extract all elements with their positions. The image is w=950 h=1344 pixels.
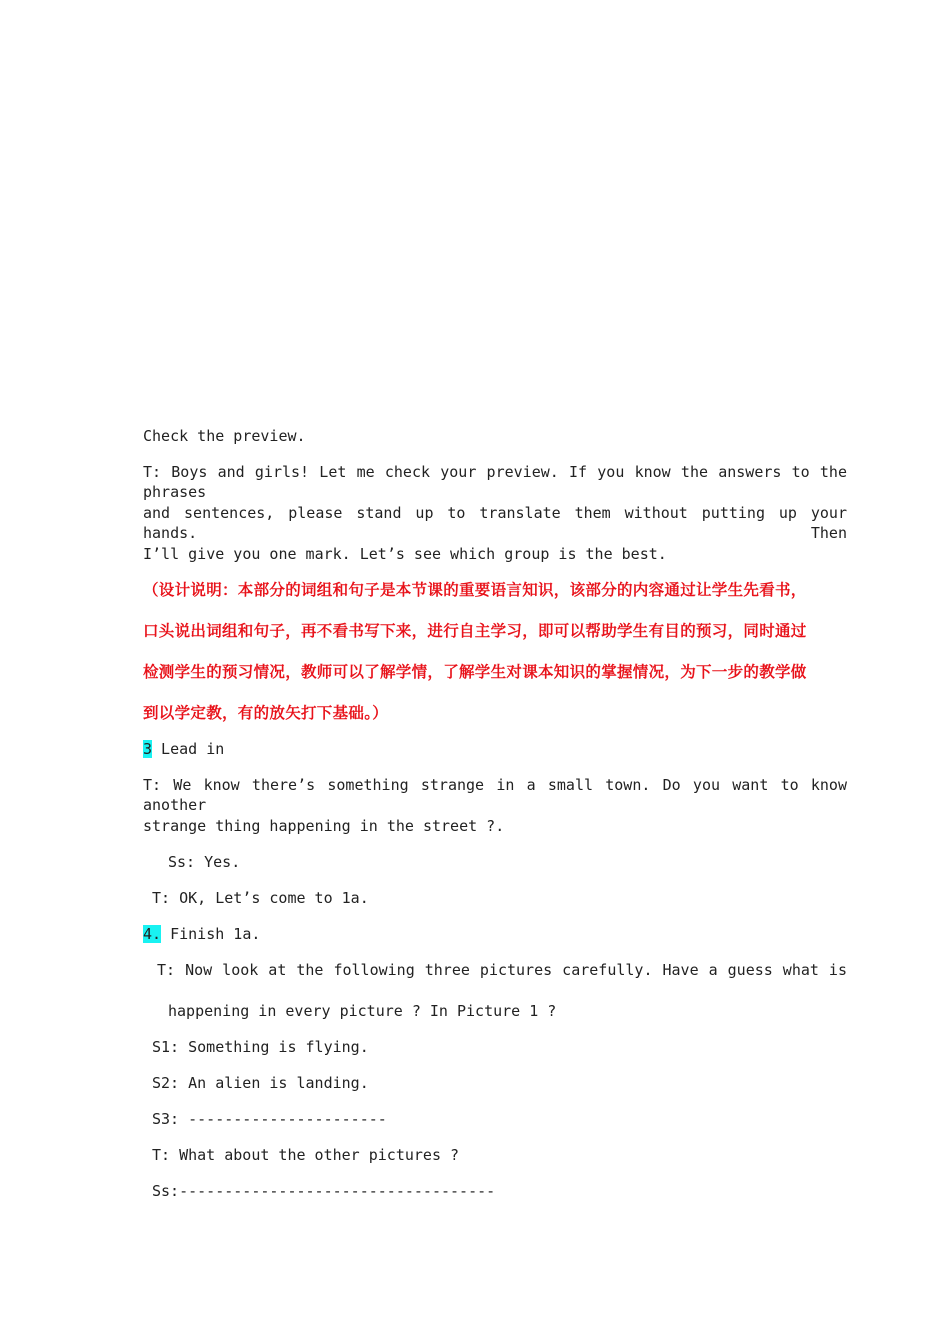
teacher-ok-line: T: OK, Let’s come to 1a. xyxy=(152,889,369,907)
step-4-number: 4. xyxy=(143,925,162,943)
student-1-line: S1: Something is flying. xyxy=(152,1038,369,1056)
teacher-line-2b: strange thing happening in the street ?. xyxy=(143,817,505,835)
design-note-line-2: 口头说出词组和句子，再不看书写下来，进行自主学习，即可以帮助学生有目的预习，同时通过 xyxy=(143,622,807,640)
teacher-line-1a: T: Boys and girls! Let me check your preview. If you know the answers to the phrases xyxy=(143,463,847,501)
step-3-title: Lead in xyxy=(152,740,225,758)
step-4-heading xyxy=(143,924,260,944)
teacher-line-3a: T: Now look at the following three pictures carefully. Have a guess what is xyxy=(157,961,847,979)
design-note-line-1: （设计说明：本部分的词组和句子是本节课的重要语言知识，该部分的内容通过让学生先看书， xyxy=(143,581,807,599)
step-3-heading xyxy=(143,739,224,759)
students-blank-line: Ss:----------------------------------- xyxy=(152,1182,496,1200)
step-4-title: Finish 1a. xyxy=(161,925,261,943)
step-3-number: 3 xyxy=(143,740,153,758)
check-preview-heading: Check the preview. xyxy=(143,427,306,445)
teacher-line-3b: happening in every picture ? In Picture 1 ? xyxy=(168,1002,557,1020)
teacher-line-1b: and sentences, please stand up to translate them without putting up your hands. Then xyxy=(143,504,847,542)
student-3-line: S3: ---------------------- xyxy=(152,1110,387,1128)
students-reply-yes: Ss: Yes. xyxy=(168,853,241,871)
teacher-line-1c: I’ll give you one mark. Let’s see which group is the best. xyxy=(143,545,667,563)
design-note-line-4: 到以学定教，有的放矢打下基础。） xyxy=(143,704,389,722)
student-2-line: S2: An alien is landing. xyxy=(152,1074,369,1092)
design-note-line-3: 检测学生的预习情况，教师可以了解学情，了解学生对课本知识的掌握情况，为下一步的教学做 xyxy=(143,663,807,681)
teacher-other-pictures-line: T: What about the other pictures ? xyxy=(152,1146,460,1164)
teacher-line-2a: T: We know there’s something strange in a small town. Do you want to know another xyxy=(143,776,847,814)
